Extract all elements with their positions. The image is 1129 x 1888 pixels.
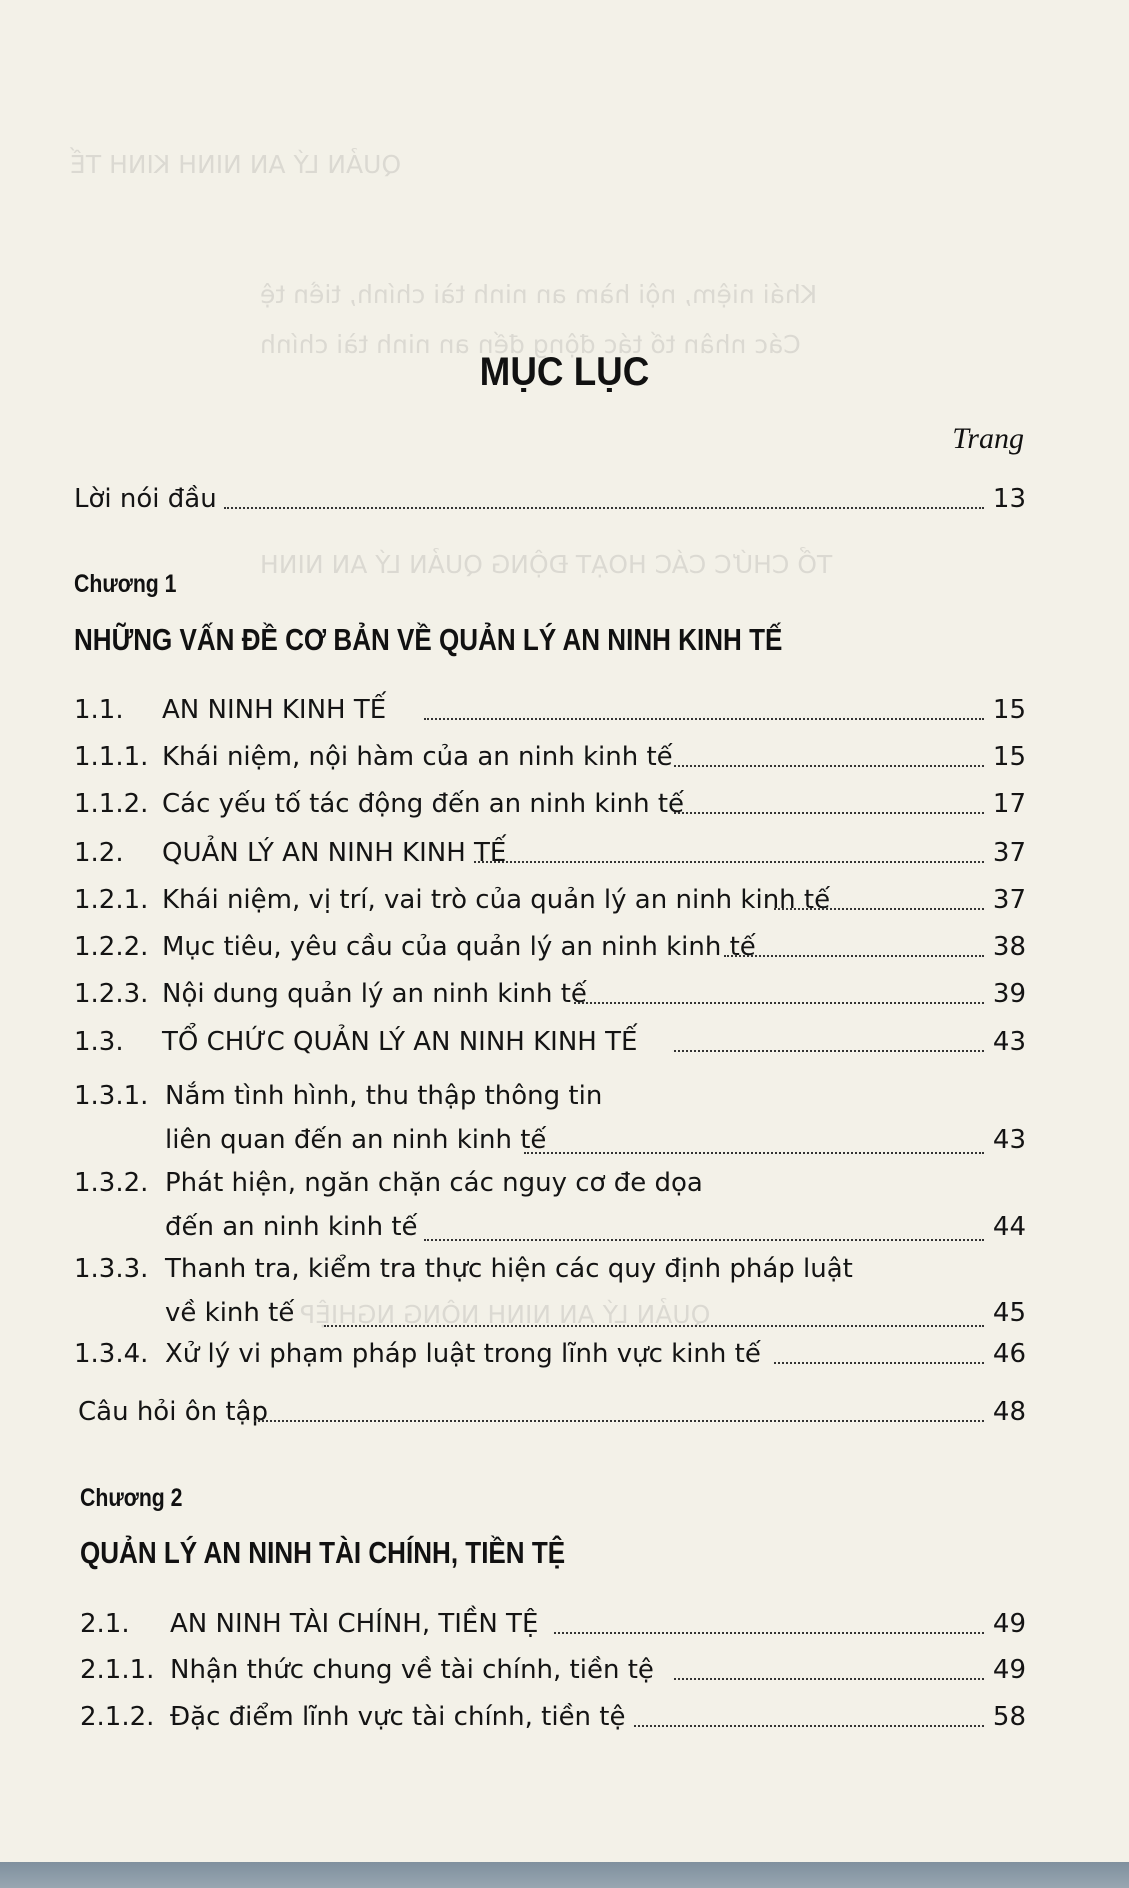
toc-entry-label: QUẢN LÝ AN NINH KINH TẾ: [162, 834, 510, 872]
leader-dots: [674, 812, 984, 814]
toc-page-number: 46: [992, 1339, 1026, 1369]
toc-page-number: 17: [992, 789, 1026, 819]
toc-entry-number: 2.1.1.: [80, 1655, 155, 1685]
toc-entry-label: AN NINH TÀI CHÍNH, TIỀN TỆ: [170, 1605, 542, 1643]
toc-entry[interactable]: [74, 928, 1026, 966]
toc-page-number: 38: [992, 932, 1026, 962]
chapter-title: NHỮNG VẤN ĐỀ CƠ BẢN VỀ QUẢN LÝ AN NINH KINH TẾ: [74, 622, 783, 657]
toc-page-number: 39: [992, 979, 1026, 1009]
toc-entry-review[interactable]: [74, 1393, 1026, 1431]
toc-entry-number: 1.3.3.: [74, 1254, 149, 1284]
toc-entry[interactable]: [74, 1605, 1026, 1643]
toc-page-number: 37: [992, 838, 1026, 868]
toc-entry[interactable]: [74, 738, 1026, 776]
toc-page-number: 43: [992, 1027, 1026, 1057]
toc-entry[interactable]: [74, 785, 1026, 823]
toc-entry-preface[interactable]: [74, 480, 1026, 518]
toc-entry-label: Xử lý vi phạm pháp luật trong lĩnh vực kinh tế: [165, 1335, 765, 1373]
toc-entry-label: Đặc điểm lĩnh vực tài chính, tiền tệ: [170, 1698, 630, 1736]
leader-dots: [674, 1050, 984, 1052]
toc-entry-label: TỔ CHỨC QUẢN LÝ AN NINH KINH TẾ: [162, 1023, 641, 1061]
toc-page-number: 37: [992, 885, 1026, 915]
leader-dots: [634, 1725, 984, 1727]
toc-entry-number: 1.3.2.: [74, 1168, 149, 1198]
leader-dots: [224, 507, 984, 509]
toc-entry-label: Câu hỏi ôn tập: [78, 1393, 272, 1431]
leader-dots: [674, 765, 984, 767]
toc-entry-label: Khái niệm, vị trí, vai trò của quản lý an ninh kinh tế: [162, 881, 834, 919]
toc-entry-number: 1.1.2.: [74, 789, 149, 819]
toc-entry-number: 2.1.2.: [80, 1702, 155, 1732]
leader-dots: [774, 908, 984, 910]
toc-entry[interactable]: [74, 881, 1026, 919]
toc-entry-number: 1.2.: [74, 838, 124, 868]
toc-entry-number: 1.3.1.: [74, 1081, 149, 1111]
toc-entry-number: 1.1.: [74, 695, 124, 725]
show-through-text: Các nhân tố tác động đến an ninh tài chính: [260, 330, 801, 359]
toc-entry[interactable]: [74, 1250, 1026, 1336]
leader-dots: [524, 1152, 984, 1154]
toc-page-number: 49: [992, 1655, 1026, 1685]
page-title: MỤC LỤC: [479, 350, 650, 394]
toc-entry-label: Nhận thức chung về tài chính, tiền tệ: [170, 1651, 658, 1689]
toc-entry-label-line2: về kinh tế: [165, 1294, 298, 1332]
leader-dots: [474, 861, 984, 863]
leader-dots: [324, 1325, 984, 1327]
toc-page-number: 15: [992, 695, 1026, 725]
toc-entry-label: Nắm tình hình, thu thập thông tin: [165, 1077, 606, 1115]
toc-entry-label: Các yếu tố tác động đến an ninh kinh tế: [162, 785, 688, 823]
toc-entry-number: 2.1.: [80, 1609, 130, 1639]
toc-page-number: 58: [992, 1702, 1026, 1732]
toc-entry-label: Thanh tra, kiểm tra thực hiện các quy định pháp luật: [165, 1250, 857, 1288]
show-through-text: QUẢN LÝ AN NINH KINH TẾ: [70, 150, 402, 179]
toc-entry-number: 1.3.4.: [74, 1339, 149, 1369]
toc-entry[interactable]: [74, 1335, 1026, 1373]
toc-entry-label: Khái niệm, nội hàm của an ninh kinh tế: [162, 738, 677, 776]
leader-dots: [554, 1632, 984, 1634]
toc-entry[interactable]: [74, 834, 1026, 872]
show-through-text: TỔ CHỨC CÁC HOẠT ĐỘNG QUẢN LÝ AN NINH: [260, 550, 833, 579]
leader-dots: [574, 1002, 984, 1004]
toc-entry[interactable]: [74, 1651, 1026, 1689]
toc-page-number: 44: [992, 1212, 1026, 1242]
toc-entry-label-line2: liên quan đến an ninh kinh tế: [165, 1121, 550, 1159]
show-through-text: Khái niệm, nội hàm an ninh tài chính, tiền tệ: [260, 280, 818, 309]
leader-dots: [424, 1239, 984, 1241]
leader-dots: [774, 1362, 984, 1364]
toc-entry[interactable]: [74, 1164, 1026, 1250]
toc-entry-label: AN NINH KINH TẾ: [162, 691, 390, 729]
toc-entry[interactable]: [74, 1077, 1026, 1163]
leader-dots: [674, 1678, 984, 1680]
toc-page-number: 43: [992, 1125, 1026, 1155]
toc-entry[interactable]: [74, 1698, 1026, 1736]
leader-dots: [724, 955, 984, 957]
page-column-label: Trang: [952, 422, 1024, 455]
toc-page-number: 45: [992, 1298, 1026, 1328]
toc-entry-label: Mục tiêu, yêu cầu của quản lý an ninh kinh tế: [162, 928, 760, 966]
chapter-label: Chương 2: [80, 1484, 183, 1512]
toc-entry-label: Nội dung quản lý an ninh kinh tế: [162, 975, 591, 1013]
toc-entry-number: 1.2.2.: [74, 932, 149, 962]
chapter-title: QUẢN LÝ AN NINH TÀI CHÍNH, TIỀN TỆ: [80, 1535, 566, 1570]
leader-dots: [254, 1420, 984, 1422]
toc-entry[interactable]: [74, 691, 1026, 729]
toc-entry-label: Phát hiện, ngăn chặn các nguy cơ đe dọa: [165, 1164, 707, 1202]
toc-page-number: 49: [992, 1609, 1026, 1639]
toc-page-number: 48: [992, 1397, 1026, 1427]
toc-entry-number: 1.2.3.: [74, 979, 149, 1009]
toc-page-number: 15: [992, 742, 1026, 772]
toc-entry-label-line2: đến an ninh kinh tế: [165, 1208, 422, 1246]
toc-entry[interactable]: [74, 975, 1026, 1013]
chapter-label: Chương 1: [74, 570, 177, 598]
toc-entry-label: Lời nói đầu: [74, 480, 221, 518]
toc-entry-number: 1.3.: [74, 1027, 124, 1057]
show-through-text: QUẢN LÝ AN NINH NÔNG NGHIỆP: [300, 1300, 711, 1329]
leader-dots: [424, 718, 984, 720]
toc-entry-number: 1.1.1.: [74, 742, 149, 772]
toc-entry-number: 1.2.1.: [74, 885, 149, 915]
toc-page-number: 13: [992, 484, 1026, 514]
toc-entry[interactable]: [74, 1023, 1026, 1061]
scan-background-strip: [0, 1862, 1129, 1888]
